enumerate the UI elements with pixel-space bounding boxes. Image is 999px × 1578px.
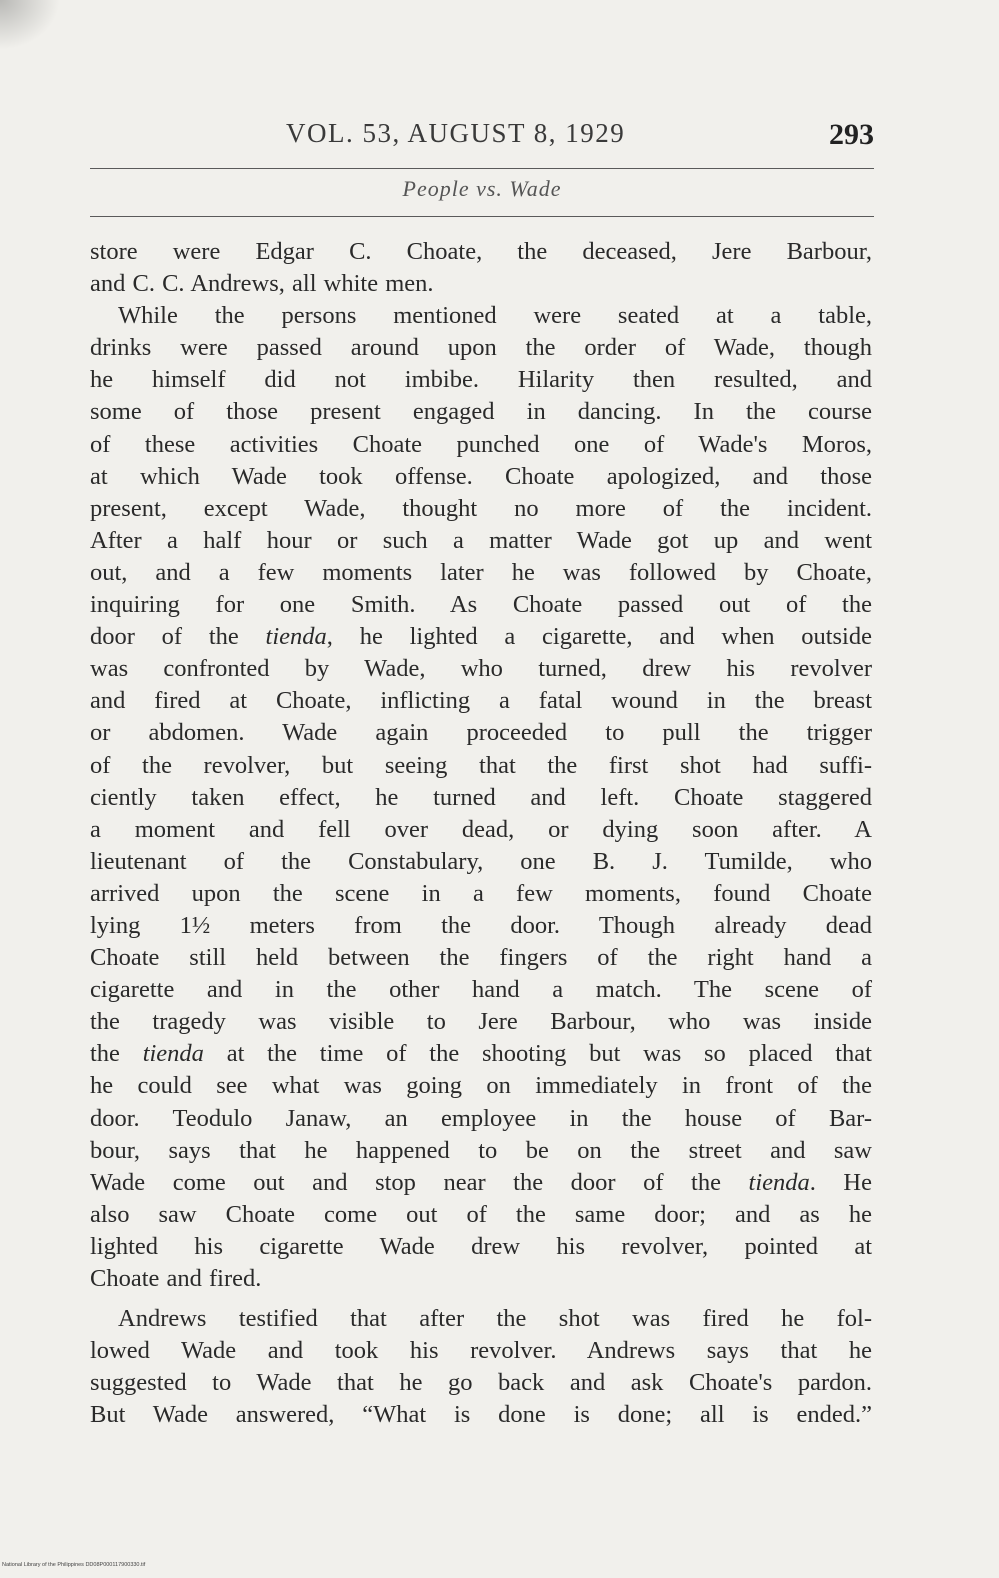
text-line: But Wade answered, “What is done is done; all is ended.” bbox=[90, 1401, 872, 1429]
text-line: and fired at Choate, inflicting a fatal wound in the breast bbox=[90, 687, 872, 715]
text-line: Wade come out and stop near the door of the tienda. He bbox=[90, 1168, 873, 1196]
text-line: at which Wade took offense. Choate apologized, and those bbox=[90, 462, 872, 490]
text-line: drinks were passed around upon the order of Wade, though bbox=[90, 334, 872, 362]
text-line: After a half hour or such a matter Wade got up and went bbox=[90, 526, 872, 554]
text-line: lying 1½ meters from the door. Though already dead bbox=[90, 911, 872, 939]
italic-term: tienda bbox=[142, 1040, 204, 1068]
text-line: store were Edgar C. Choate, the deceased, Jere Barbour, bbox=[90, 238, 872, 265]
page-number: 293 bbox=[829, 118, 874, 151]
text-line: a moment and fell over dead, or dying soon after. A bbox=[90, 815, 872, 843]
text-line: he could see what was going on immediately in front of the bbox=[90, 1072, 872, 1100]
text-line: present, except Wade, thought no more of the incident. bbox=[90, 494, 872, 522]
paragraph-3 bbox=[90, 1303, 872, 1431]
text-line: the tienda at the time of the shooting but was so placed that bbox=[90, 1040, 872, 1068]
italic-term: tienda bbox=[748, 1168, 810, 1196]
text-line: of these activities Choate punched one of Wade's Moros, bbox=[90, 430, 872, 458]
text-line: was confronted by Wade, who turned, drew his revolver bbox=[90, 655, 872, 683]
paragraph-1 bbox=[90, 236, 872, 300]
text-line: door of the tienda, he lighted a cigarette, and when outside bbox=[90, 623, 872, 651]
text-line: Choate and fired. bbox=[90, 1265, 262, 1292]
text-line: or abdomen. Wade again proceeded to pull the trigger bbox=[90, 719, 872, 747]
text-line: lowed Wade and took his revolver. Andrews says that he bbox=[90, 1337, 872, 1365]
text-line: suggested to Wade that he go back and ask Choate's pardon. bbox=[90, 1369, 872, 1397]
italic-term: tienda bbox=[265, 623, 327, 651]
page-header bbox=[90, 118, 874, 158]
text-line: the tragedy was visible to Jere Barbour, who was inside bbox=[90, 1008, 872, 1036]
text-line: arrived upon the scene in a few moments, found Choate bbox=[90, 879, 872, 907]
text-line: also saw Choate come out of the same door; and as he bbox=[90, 1200, 872, 1228]
scan-credit: National Library of the Philippines DD08P000117900330.tif bbox=[2, 1562, 146, 1568]
paragraph-2 bbox=[90, 300, 872, 1295]
text-line: ciently taken effect, he turned and left. Choate staggered bbox=[90, 783, 872, 811]
header-rule-top bbox=[90, 168, 874, 169]
text-line: bour, says that he happened to be on the street and saw bbox=[90, 1136, 872, 1164]
running-head: VOL. 53, AUGUST 8, 1929 bbox=[286, 118, 626, 148]
case-title: People vs. Wade bbox=[402, 176, 562, 201]
text-line: some of those present engaged in dancing. In the course bbox=[90, 398, 872, 426]
text-line: While the persons mentioned were seated at a table, bbox=[118, 302, 872, 330]
text-line: Andrews testified that after the shot was fired he fol- bbox=[118, 1305, 872, 1333]
text-line: inquiring for one Smith. As Choate passed out of the bbox=[90, 591, 872, 619]
text-line: he himself did not imbibe. Hilarity then resulted, and bbox=[90, 366, 872, 394]
text-line: lieutenant of the Constabulary, one B. J. Tumilde, who bbox=[90, 847, 872, 875]
text-line: out, and a few moments later he was followed by Choate, bbox=[90, 558, 872, 586]
body-text bbox=[90, 236, 872, 1431]
header-rule-bottom bbox=[90, 216, 874, 217]
text-line: and C. C. Andrews, all white men. bbox=[90, 270, 434, 298]
text-line: cigarette and in the other hand a match. The scene of bbox=[90, 976, 872, 1004]
text-line: door. Teodulo Janaw, an employee in the house of Bar- bbox=[90, 1104, 872, 1132]
scan-edge-shadow bbox=[0, 0, 60, 50]
text-line: of the revolver, but seeing that the first shot had suffi- bbox=[90, 751, 872, 779]
text-line: lighted his cigarette Wade drew his revolver, pointed at bbox=[90, 1232, 872, 1260]
text-line: Choate still held between the fingers of the right hand a bbox=[90, 944, 872, 972]
